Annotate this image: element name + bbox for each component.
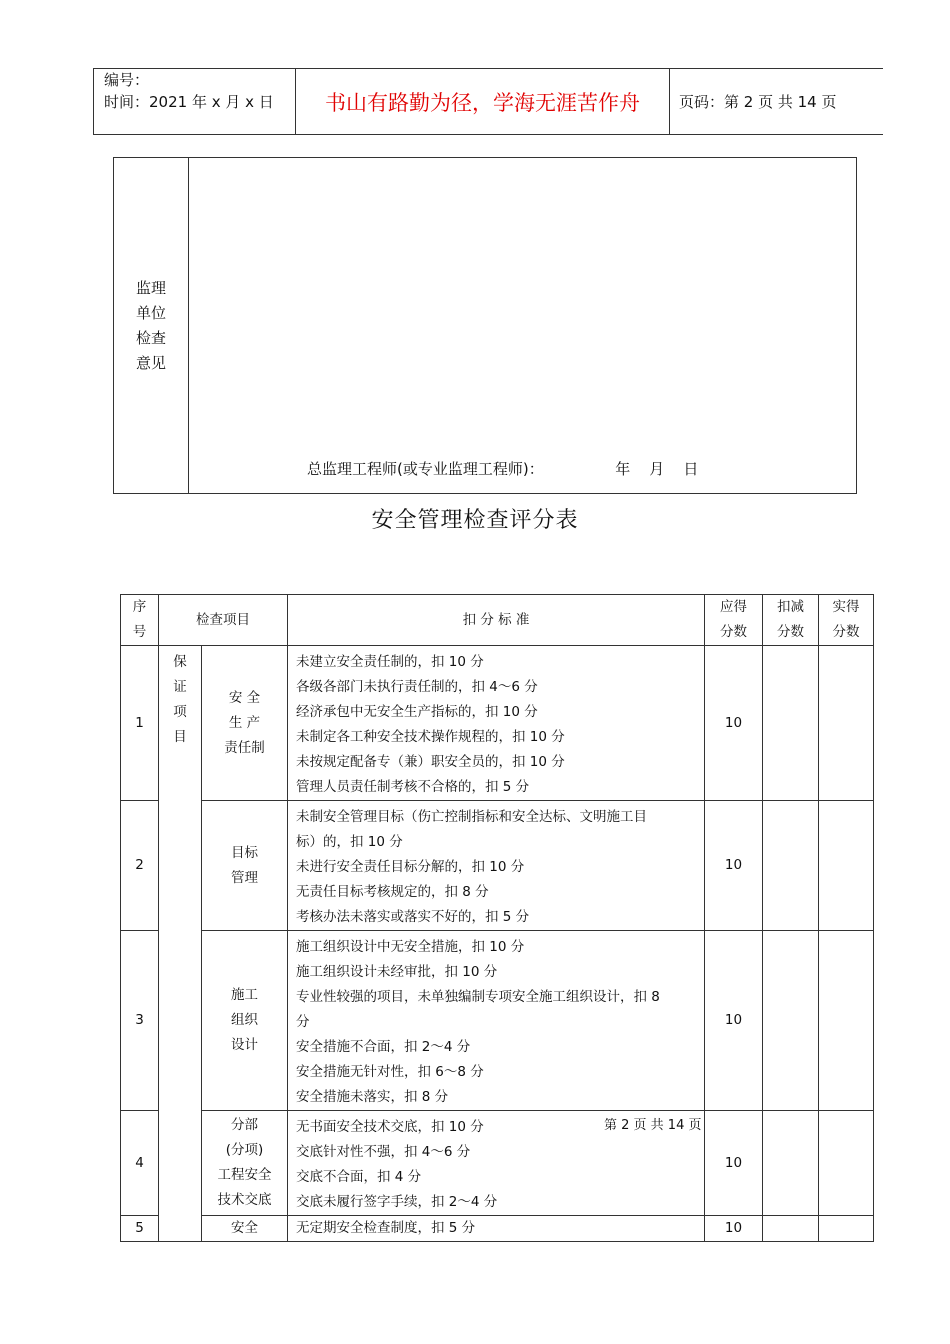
header-actual: 实得 分数	[819, 595, 874, 646]
header-standard: 扣 分 标 准	[288, 595, 705, 646]
row-due-score: 10	[705, 1216, 763, 1242]
row-due-score: 10	[705, 931, 763, 1111]
row-seq: 1	[121, 646, 159, 801]
supervision-label-line: 监理	[135, 278, 166, 297]
table-row	[121, 646, 874, 801]
row-item: 施工 组织 设计	[202, 931, 288, 1111]
row-seq: 3	[121, 931, 159, 1111]
row-deduct-score[interactable]	[763, 1111, 819, 1216]
document-header	[93, 68, 883, 135]
table-header-row	[121, 595, 874, 646]
supervision-label	[114, 158, 189, 493]
page-code: 页码：第 2 页 共 14 页	[679, 93, 837, 111]
supervision-label-line: 单位	[135, 303, 166, 322]
supervisor-signature-line: 总监理工程师(或专业监理工程师)： 年 月 日	[307, 460, 699, 478]
supervision-opinion-box	[113, 157, 857, 494]
safety-score-table	[120, 594, 874, 1242]
header-item: 检查项目	[159, 595, 288, 646]
table-row	[121, 1216, 874, 1242]
row-standards: 施工组织设计中无安全措施，扣 10 分 施工组织设计未经审批，扣 10 分 专业性较强的项目，未单独编制专项安全施工组织设计，扣 8 分 安全措施不合面，扣 2～4 分 安全措施无针对性，扣 6～8 分 安全措施未落实，扣 8 分	[288, 931, 705, 1111]
row-standards: 无定期安全检查制度，扣 5 分	[288, 1216, 705, 1242]
row-due-score: 10	[705, 801, 763, 931]
row-deduct-score[interactable]	[763, 931, 819, 1111]
doc-number-label: 编号：	[104, 71, 150, 89]
header-deduct: 扣减 分数	[763, 595, 819, 646]
row-due-score: 10	[705, 646, 763, 801]
row-deduct-score[interactable]	[763, 646, 819, 801]
table-title: 安全管理检查评分表	[371, 508, 579, 533]
table-row	[121, 931, 874, 1111]
row-seq: 4	[121, 1111, 159, 1216]
page-number-note: 第 2 页 共 14 页	[604, 1118, 702, 1133]
row-actual-score[interactable]	[819, 931, 874, 1111]
row-deduct-score[interactable]	[763, 801, 819, 931]
header-meta	[94, 69, 296, 134]
row-standards: 未建立安全责任制的，扣 10 分 各级各部门未执行责任制的，扣 4～6 分 经济承包中无安全生产指标的，扣 10 分 未制定各工种安全技术操作规程的，扣 10 分 未按规定配备专（兼）职安全员的，扣 10 分 管理人员责任制考核不合格的，扣 5 分	[288, 646, 705, 801]
time-label: 时间：2021 年 x 月 x 日	[104, 93, 274, 111]
row-item: 安 全 生 产 责任制	[202, 646, 288, 801]
table-row	[121, 801, 874, 931]
row-actual-score[interactable]	[819, 646, 874, 801]
category-cell: 保 证 项 目	[159, 646, 202, 1242]
header-seq: 序 号	[121, 595, 159, 646]
header-motto: 书山有路勤为径，学海无涯苦作舟	[296, 69, 670, 134]
supervision-label-line: 检查	[135, 328, 166, 347]
row-actual-score[interactable]	[819, 1111, 874, 1216]
row-deduct-score[interactable]	[763, 1216, 819, 1242]
row-item: 分部 (分项) 工程安全 技术交底	[202, 1111, 288, 1216]
row-item: 目标 管理	[202, 801, 288, 931]
row-item: 安全	[202, 1216, 288, 1242]
table-row	[121, 1111, 874, 1216]
row-actual-score[interactable]	[819, 1216, 874, 1242]
row-due-score: 10	[705, 1111, 763, 1216]
row-standards: 无书面安全技术交底，扣 10 分 交底针对性不强，扣 4～6 分 交底不合面，扣 4 分 交底未履行签字手续，扣 2～4 分	[288, 1111, 705, 1216]
row-actual-score[interactable]	[819, 801, 874, 931]
row-seq: 2	[121, 801, 159, 931]
row-seq: 5	[121, 1216, 159, 1242]
header-due: 应得 分数	[705, 595, 763, 646]
supervision-label-line: 意见	[135, 353, 166, 372]
row-standards: 未制安全管理目标（伤亡控制指标和安全达标、文明施工目 标）的，扣 10 分 未进行安全责任目标分解的，扣 10 分 无责任目标考核规定的，扣 8 分 考核办法未落实或落实不好的，扣 5 分	[288, 801, 705, 931]
